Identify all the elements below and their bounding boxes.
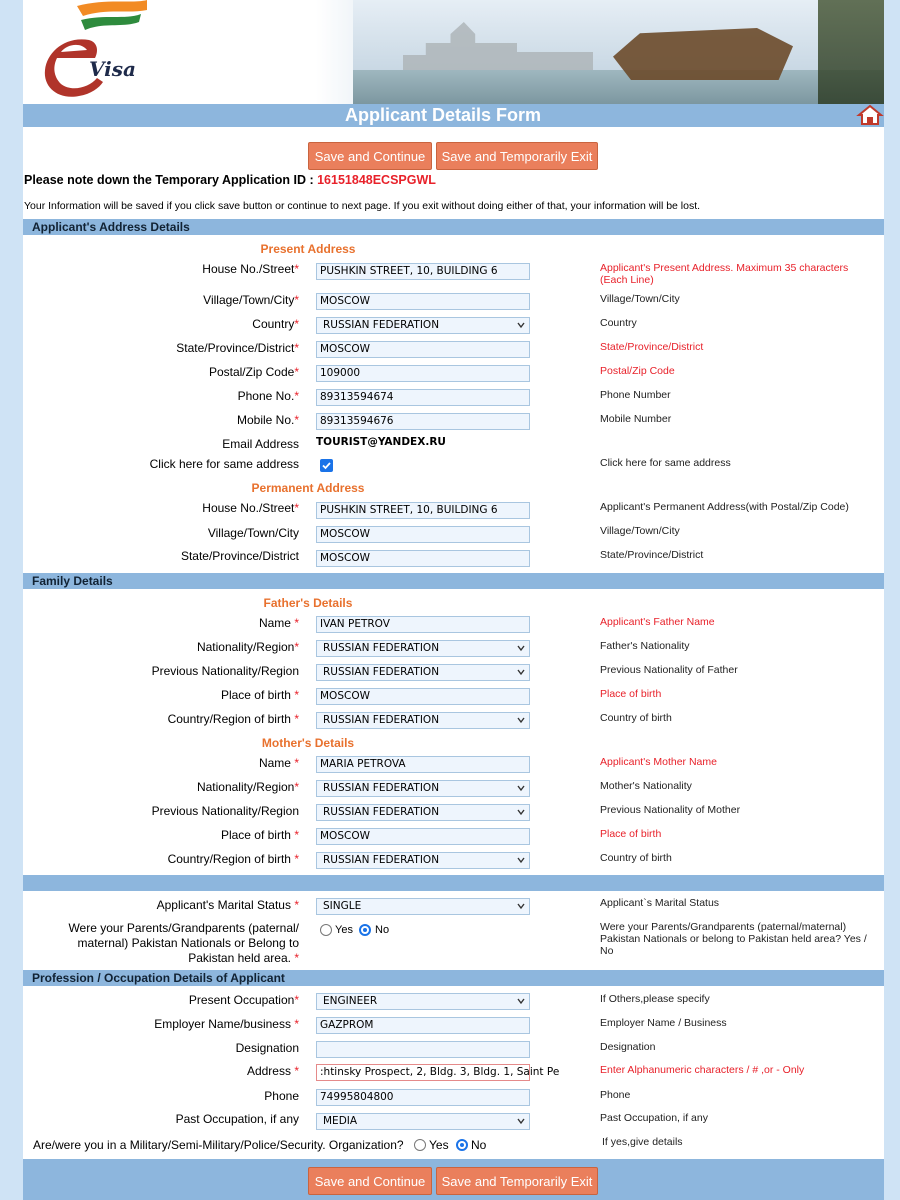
banner-water: [353, 70, 884, 104]
military-yes-radio[interactable]: [414, 1139, 426, 1151]
hint-father-prev-nationality: Previous Nationality of Father: [600, 664, 738, 676]
banner-boat-image: [613, 28, 793, 80]
chevron-down-icon: [517, 995, 525, 1007]
permanent-house-input[interactable]: PUSHKIN STREET, 10, BUILDING 6: [316, 502, 530, 519]
present-mobile-input[interactable]: 89313594676: [316, 413, 530, 430]
label-father-nationality: Nationality/Region*: [196, 640, 299, 654]
label-military: Are/were you in a Military/Semi-Military/Police/Security. Organization?: [33, 1138, 404, 1152]
hint-employer-address: Enter Alphanumeric characters / # ,or - Only: [600, 1064, 805, 1076]
page: [23, 0, 884, 1200]
father-name-input[interactable]: IVAN PETROV: [316, 616, 530, 633]
label-past-occupation: Past Occupation, if any: [175, 1112, 299, 1126]
same-address-checkbox[interactable]: [320, 459, 333, 472]
home-icon[interactable]: [858, 105, 882, 125]
label-employer-phone: Phone: [264, 1089, 299, 1103]
label-employer: Employer Name/business *: [154, 1017, 299, 1031]
label-mother-name: Name *: [258, 756, 299, 770]
chevron-down-icon: [517, 1115, 525, 1127]
label-permanent-city: Village/Town/City: [207, 526, 299, 540]
employer-input[interactable]: GAZPROM: [316, 1017, 530, 1034]
label-marital-status: Applicant's Marital Status *: [156, 898, 299, 912]
military-yes-label: Yes: [429, 1138, 449, 1152]
hint-present-state: State/Province/District: [600, 341, 704, 353]
save-info-text: Your Information will be saved if you click save button or continue to next page. If you exit without doing either of that, your information will be lost.: [24, 200, 701, 212]
present-city-input[interactable]: MOSCOW: [316, 293, 530, 310]
present-phone-input[interactable]: 89313594674: [316, 389, 530, 406]
section-family-header: Family Details: [23, 573, 884, 589]
evisa-logo: [37, 0, 147, 102]
present-house-input[interactable]: PUSHKIN STREET, 10, BUILDING 6: [316, 263, 530, 280]
chevron-down-icon: [517, 854, 525, 866]
present-country-select[interactable]: RUSSIAN FEDERATION: [316, 317, 530, 334]
chevron-down-icon: [517, 319, 525, 331]
hint-permanent-state: State/Province/District: [600, 549, 704, 561]
hint-pakistan: Were your Parents/Grandparents (paternal/maternal) Pakistan Nationals or belong to Pakistan held area? Yes / No: [600, 921, 867, 957]
hint-present-occupation: If Others,please specify: [600, 993, 710, 1005]
employer-phone-input[interactable]: 74995804800: [316, 1089, 530, 1106]
banner-tree-image: [818, 0, 884, 104]
hint-marital-status: Applicant`s Marital Status: [600, 897, 720, 909]
svg-text:Visa: Visa: [89, 57, 136, 81]
hint-mother-birthplace: Place of birth: [600, 828, 662, 840]
permanent-city-input[interactable]: MOSCOW: [316, 526, 530, 543]
father-prev-nationality-select[interactable]: RUSSIAN FEDERATION: [316, 664, 530, 681]
hint-mother-prev-nationality: Previous Nationality of Mother: [600, 804, 741, 816]
save-continue-button-top[interactable]: Save and Continue: [308, 142, 432, 170]
label-same-address: Click here for same address: [149, 457, 299, 471]
father-birthplace-input[interactable]: MOSCOW: [316, 688, 530, 705]
pakistan-no-label: No: [375, 924, 390, 936]
military-no-radio[interactable]: [456, 1139, 468, 1151]
chevron-down-icon: [517, 666, 525, 678]
page-title: Applicant Details Form: [344, 105, 542, 125]
father-nationality-select[interactable]: RUSSIAN FEDERATION: [316, 640, 530, 657]
hint-father-nationality: Father's Nationality: [600, 640, 690, 652]
label-father-birthplace: Place of birth *: [220, 688, 299, 702]
chevron-down-icon: [517, 642, 525, 654]
label-present-mobile: Mobile No.*: [236, 413, 299, 427]
label-father-name: Name *: [258, 616, 299, 630]
hint-present-mobile: Mobile Number: [600, 413, 672, 425]
label-employer-address: Address *: [246, 1064, 299, 1078]
label-present-city: Village/Town/City*: [203, 293, 299, 307]
temp-application-id: 16151848ECSPGWL: [317, 173, 436, 187]
label-present-house: House No./Street*: [202, 262, 299, 276]
present-occupation-select[interactable]: ENGINEER: [316, 993, 530, 1010]
label-present-postal: Postal/Zip Code*: [208, 365, 299, 379]
permanent-state-input[interactable]: MOSCOW: [316, 550, 530, 567]
save-continue-button-bottom[interactable]: Save and Continue: [308, 1167, 432, 1195]
hint-father-birthplace: Place of birth: [600, 688, 662, 700]
hint-present-country: Country: [600, 317, 637, 329]
hint-mother-nationality: Mother's Nationality: [600, 780, 692, 792]
mother-nationality-select[interactable]: RUSSIAN FEDERATION: [316, 780, 530, 797]
hint-present-city: Village/Town/City: [600, 293, 680, 305]
save-exit-button-bottom[interactable]: Save and Temporarily Exit: [436, 1167, 598, 1195]
past-occupation-select[interactable]: MEDIA: [316, 1113, 530, 1130]
label-designation: Designation: [235, 1041, 299, 1055]
hint-past-occupation: Past Occupation, if any: [600, 1112, 708, 1124]
hint-present-postal: Postal/Zip Code: [600, 365, 675, 377]
chevron-down-icon: [517, 782, 525, 794]
pakistan-yes-label: Yes: [335, 924, 353, 936]
chevron-down-icon: [517, 806, 525, 818]
label-present-occupation: Present Occupation*: [188, 993, 299, 1007]
marital-status-select[interactable]: SINGLE: [316, 898, 530, 915]
hint-present-house: Applicant's Present Address. Maximum 35 characters (Each Line): [600, 262, 849, 286]
chevron-down-icon: [517, 900, 525, 912]
label-mother-birth-country: Country/Region of birth *: [167, 852, 299, 866]
temp-id-notice: [24, 173, 436, 187]
military-no-label: No: [471, 1138, 487, 1152]
hint-permanent-city: Village/Town/City: [600, 525, 680, 537]
mother-birth-country-select[interactable]: RUSSIAN FEDERATION: [316, 852, 530, 869]
present-address-title: Present Address: [260, 242, 356, 256]
employer-address-input[interactable]: :htinsky Prospect, 2, Bldg. 3, Bldg. 1, Saint Pe: [316, 1064, 530, 1081]
label-permanent-house: House No./Street*: [202, 501, 299, 515]
hint-employer-phone: Phone: [600, 1089, 631, 1101]
permanent-address-title: Permanent Address: [251, 481, 365, 495]
label-permanent-state: State/Province/District: [180, 549, 299, 563]
label-present-country: Country*: [252, 317, 299, 331]
label-pakistan: Were your Parents/Grandparents (paternal/ maternal) Pakistan Nationals or Belong to Pakistan held area. *: [68, 921, 299, 965]
mother-birthplace-input[interactable]: MOSCOW: [316, 828, 530, 845]
hint-permanent-house: Applicant's Permanent Address(with Postal/Zip Code): [600, 501, 849, 513]
label-present-state: State/Province/District*: [176, 341, 299, 355]
hint-military: If yes,give details: [602, 1136, 683, 1148]
label-father-birth-country: Country/Region of birth *: [167, 712, 299, 726]
email-value: TOURIST@YANDEX.RU: [316, 436, 446, 448]
hint-same-address: Click here for same address: [600, 457, 731, 469]
temp-id-label: Please note down the Temporary Application ID :: [24, 173, 318, 187]
designation-input[interactable]: [316, 1041, 530, 1058]
hint-designation: Designation: [600, 1041, 656, 1053]
section-marital-header: [23, 875, 884, 891]
father-birth-country-select[interactable]: RUSSIAN FEDERATION: [316, 712, 530, 729]
hint-present-phone: Phone Number: [600, 389, 671, 401]
label-mother-nationality: Nationality/Region*: [196, 780, 299, 794]
father-details-title: Father's Details: [263, 596, 353, 610]
pakistan-yes-radio[interactable]: [320, 924, 332, 936]
header-banner: [23, 0, 884, 104]
hint-father-birth-country: Country of birth: [600, 712, 672, 724]
label-mother-prev-nationality: Previous Nationality/Region: [151, 804, 299, 818]
label-present-phone: Phone No.*: [237, 389, 299, 403]
save-exit-button-top[interactable]: Save and Temporarily Exit: [436, 142, 598, 170]
hint-father-name: Applicant's Father Name: [600, 616, 715, 628]
section-address-header: Applicant's Address Details: [23, 219, 884, 235]
label-father-prev-nationality: Previous Nationality/Region: [151, 664, 299, 678]
mother-name-input[interactable]: MARIA PETROVA: [316, 756, 530, 773]
section-profession-header: Profession / Occupation Details of Applicant: [23, 970, 884, 986]
pakistan-no-radio[interactable]: [359, 924, 371, 936]
hint-mother-birth-country: Country of birth: [600, 852, 672, 864]
chevron-down-icon: [517, 714, 525, 726]
label-mother-birthplace: Place of birth *: [220, 828, 299, 842]
hint-employer: Employer Name / Business: [600, 1017, 727, 1029]
label-email: Email Address: [222, 437, 299, 451]
present-state-input[interactable]: MOSCOW: [316, 341, 530, 358]
hint-mother-name: Applicant's Mother Name: [600, 756, 717, 768]
present-postal-input[interactable]: 109000: [316, 365, 530, 382]
mother-prev-nationality-select[interactable]: RUSSIAN FEDERATION: [316, 804, 530, 821]
mother-details-title: Mother's Details: [261, 736, 355, 750]
